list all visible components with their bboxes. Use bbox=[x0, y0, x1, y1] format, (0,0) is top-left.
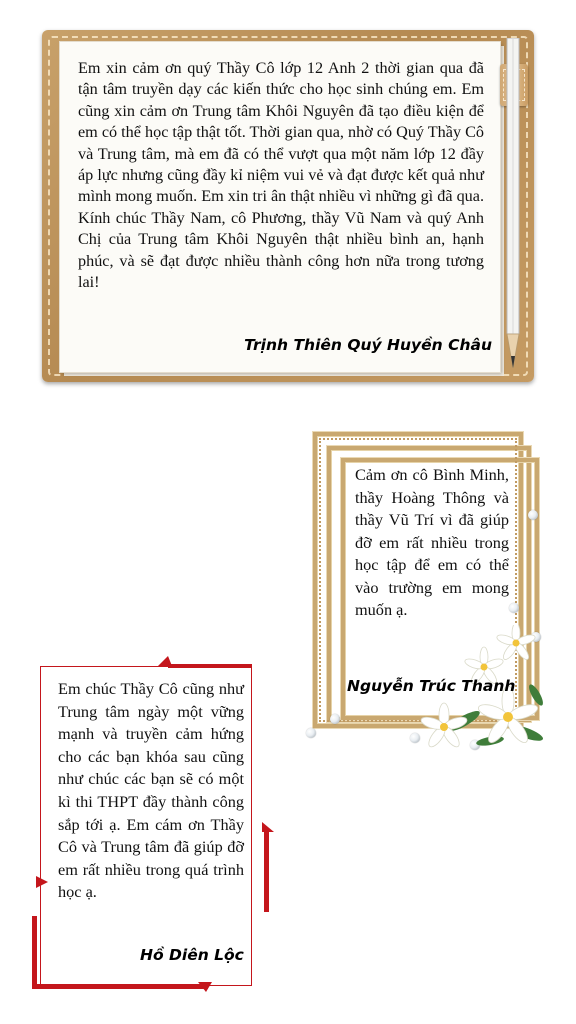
pearl-icon bbox=[330, 714, 340, 724]
red-accent-bar bbox=[32, 916, 37, 988]
red-accent-bar bbox=[264, 832, 269, 912]
red-arrow-icon bbox=[158, 656, 172, 666]
red-accent-bar bbox=[168, 664, 252, 668]
card-message: Em chúc Thầy Cô cũng như Trung tâm ngày một vững mạnh và truyền cảm hứng cho các bạn khóa sau cũng như chúc các bạn sẽ có một kì thi THPT đầy thành công sắp tới ạ. Em cám ơn Thầy Cô và Trung tâm đã giúp đỡ em rất nhiều trong quá trình học ạ. bbox=[58, 679, 244, 902]
pearl-icon bbox=[306, 728, 316, 738]
card-message: Cảm ơn cô Bình Minh, thầy Hoàng Thông và thầy Vũ Trí vì đã giúp đỡ em rất nhiều trong học tập để em có thể vào trường em mong muốn ạ. bbox=[355, 465, 509, 619]
pearl-icon bbox=[410, 733, 420, 743]
card-author: Trịnh Thiên Quý Huyền Châu bbox=[244, 336, 492, 354]
red-accent-bar bbox=[32, 984, 208, 989]
pearl-icon bbox=[528, 510, 538, 520]
red-arrow-icon bbox=[262, 822, 274, 832]
red-arrow-icon bbox=[36, 876, 48, 888]
card-author: Nguyễn Trúc Thanh bbox=[347, 677, 516, 695]
pencil-icon bbox=[500, 38, 526, 373]
pearl-icon bbox=[509, 603, 519, 613]
card-message: Em xin cảm ơn quý Thầy Cô lớp 12 Anh 2 thời gian qua đã tận tâm truyền dạy các kiến thức cho học sinh chúng em. Em cũng xin cảm ơn Trung tâm Khôi Nguyên đã tạo điều kiện để em có thể học tập thật tốt. Thời gian qua, nhờ có Quý Thầy Cô và Trung tâm, mà em đã có thể vượt qua một năm lớp 12 đầy áp lực nhưng cũng đầy kỉ niệm vui vẻ và đạt được kết quả như mình mong muốn. Em xin tri ân thật nhiều vì những gì đã qua. Kính chúc Thầy Nam, cô Phương, thầy Vũ Nam và quý Anh Chị của Trung tâm Khôi Nguyên thật nhiều bình an, hạnh phúc, và sẽ đạt được nhiều thành công hơn nữa trong tương lai! bbox=[78, 59, 484, 292]
card-author: Hồ Diên Lộc bbox=[140, 946, 244, 964]
red-arrow-icon bbox=[198, 982, 212, 992]
